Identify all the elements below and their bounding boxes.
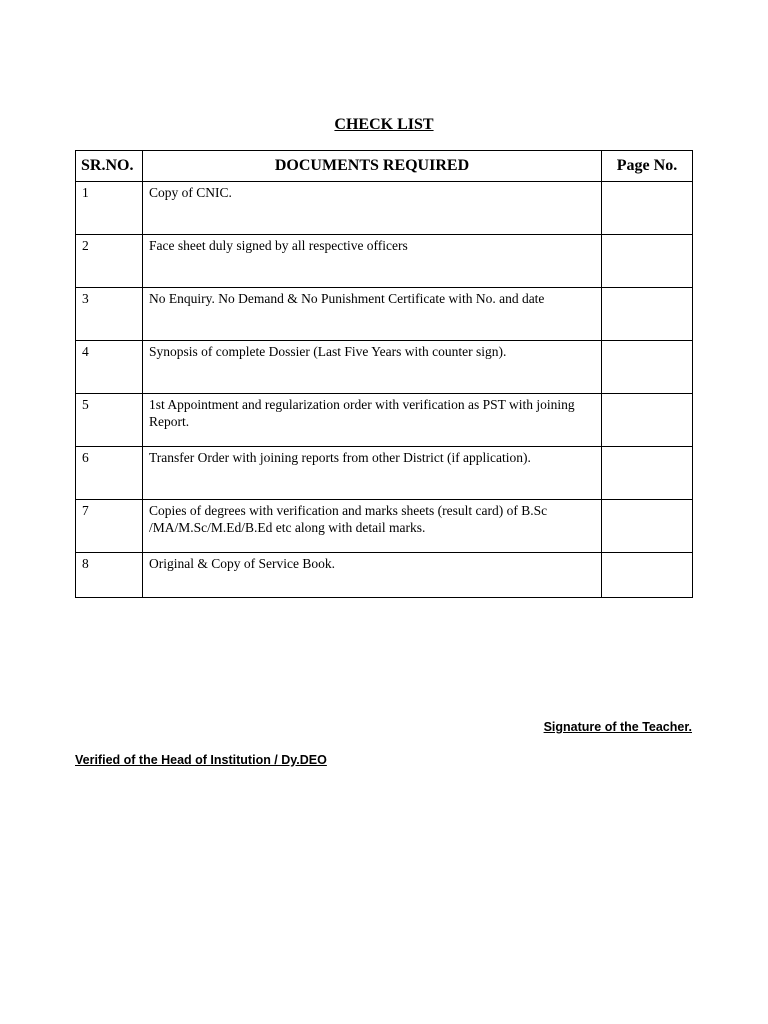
row-sr-no: 2 xyxy=(76,235,143,288)
verification-label: Verified of the Head of Institution / Dy.DEO xyxy=(75,753,327,767)
table-row xyxy=(76,288,693,341)
table-row xyxy=(76,235,693,288)
row-document: Original & Copy of Service Book. xyxy=(143,553,602,598)
row-page-no xyxy=(602,394,693,447)
row-sr-no: 1 xyxy=(76,182,143,235)
table-header-row xyxy=(76,151,693,182)
row-page-no xyxy=(602,288,693,341)
table-row xyxy=(76,447,693,500)
table-row xyxy=(76,394,693,447)
row-sr-no: 8 xyxy=(76,553,143,598)
row-page-no xyxy=(602,182,693,235)
row-page-no xyxy=(602,553,693,598)
table-row xyxy=(76,500,693,553)
row-document: Synopsis of complete Dossier (Last Five Years with counter sign). xyxy=(143,341,602,394)
row-document: Copies of degrees with verification and marks sheets (result card) of B.Sc /MA/M.Sc/M.Ed/B.Ed etc along with detail marks. xyxy=(143,500,602,553)
row-sr-no: 5 xyxy=(76,394,143,447)
row-sr-no: 4 xyxy=(76,341,143,394)
row-page-no xyxy=(602,447,693,500)
row-page-no xyxy=(602,235,693,288)
header-sr-no: SR.NO. xyxy=(76,151,143,182)
table-row xyxy=(76,182,693,235)
checklist-table xyxy=(75,150,693,598)
row-sr-no: 3 xyxy=(76,288,143,341)
row-document: 1st Appointment and regularization order with verification as PST with joining Report. xyxy=(143,394,602,447)
header-page-no: Page No. xyxy=(602,151,693,182)
row-page-no xyxy=(602,341,693,394)
row-document: Transfer Order with joining reports from other District (if application). xyxy=(143,447,602,500)
row-document: Copy of CNIC. xyxy=(143,182,602,235)
row-document: Face sheet duly signed by all respective officers xyxy=(143,235,602,288)
row-sr-no: 7 xyxy=(76,500,143,553)
row-sr-no: 6 xyxy=(76,447,143,500)
table-row xyxy=(76,553,693,598)
teacher-signature-label: Signature of the Teacher. xyxy=(543,720,692,734)
table-row xyxy=(76,341,693,394)
header-documents-required: DOCUMENTS REQUIRED xyxy=(143,151,602,182)
row-page-no xyxy=(602,500,693,553)
row-document: No Enquiry. No Demand & No Punishment Certificate with No. and date xyxy=(143,288,602,341)
page-title: CHECK LIST xyxy=(334,116,434,133)
